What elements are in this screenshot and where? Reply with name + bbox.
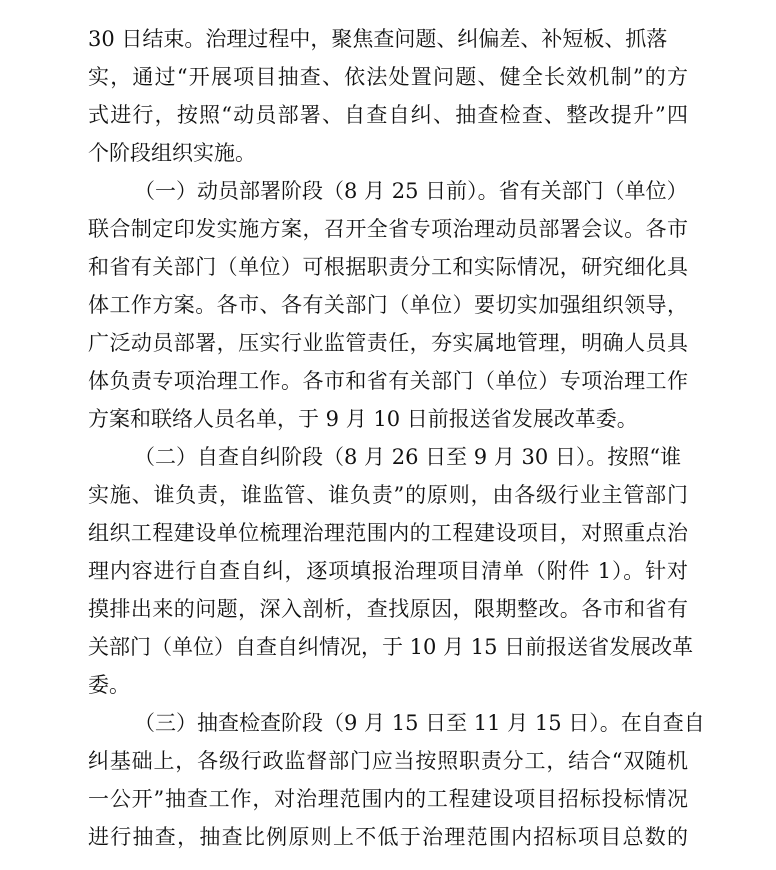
text-line: 理内容进行自查自纠，逐项填报治理项目清单（附件 1）。针对 xyxy=(88,559,688,583)
text-line: 实，通过“开展项目抽查、依法处置问题、健全长效机制”的方 xyxy=(88,65,688,89)
text-line: 联合制定印发实施方案，召开全省专项治理动员部署会议。各市 xyxy=(88,217,688,241)
text-line: 委。 xyxy=(88,673,130,697)
text-line: 体工作方案。各市、各有关部门（单位）要切实加强组织领导， xyxy=(88,293,688,317)
text-line: 方案和联络人员名单，于 9 月 10 日前报送省发展改革委。 xyxy=(88,407,638,431)
text-line: 式进行，按照“动员部署、自查自纠、抽查检查、整改提升”四 xyxy=(88,103,688,127)
text-line: 进行抽查，抽查比例原则上不低于治理范围内招标项目总数的 xyxy=(88,825,688,849)
text-line: 组织工程建设单位梳理治理范围内的工程建设项目，对照重点治 xyxy=(88,521,688,545)
section-heading-2: （二）自查自纠阶段（8 月 26 日至 9 月 30 日）。按照“谁 xyxy=(134,445,682,469)
text-line: 摸排出来的问题，深入剖析，查找原因，限期整改。各市和省有 xyxy=(88,597,688,621)
text-line: 个阶段组织实施。 xyxy=(88,141,256,165)
text-line: 30 日结束。治理过程中，聚焦查问题、纠偏差、补短板、抓落 xyxy=(88,27,668,51)
text-line: 纠基础上，各级行政监督部门应当按照职责分工，结合“双随机 xyxy=(88,749,688,773)
section-heading-3: （三）抽查检查阶段（9 月 15 日至 11 月 15 日）。在自查自 xyxy=(134,711,705,735)
section-heading-1: （一）动员部署阶段（8 月 25 日前）。省有关部门（单位） xyxy=(134,179,688,203)
text-line: 体负责专项治理工作。各市和省有关部门（单位）专项治理工作 xyxy=(88,369,688,393)
text-line: 一公开”抽查工作，对治理范围内的工程建设项目招标投标情况 xyxy=(88,787,688,811)
text-line: 广泛动员部署，压实行业监管责任，夯实属地管理，明确人员具 xyxy=(88,331,688,355)
text-line: 实施、谁负责，谁监管、谁负责”的原则，由各级行业主管部门 xyxy=(88,483,688,507)
text-line: 和省有关部门（单位）可根据职责分工和实际情况，研究细化具 xyxy=(88,255,688,279)
text-line: 关部门（单位）自查自纠情况，于 10 月 15 日前报送省发展改革 xyxy=(88,635,694,659)
